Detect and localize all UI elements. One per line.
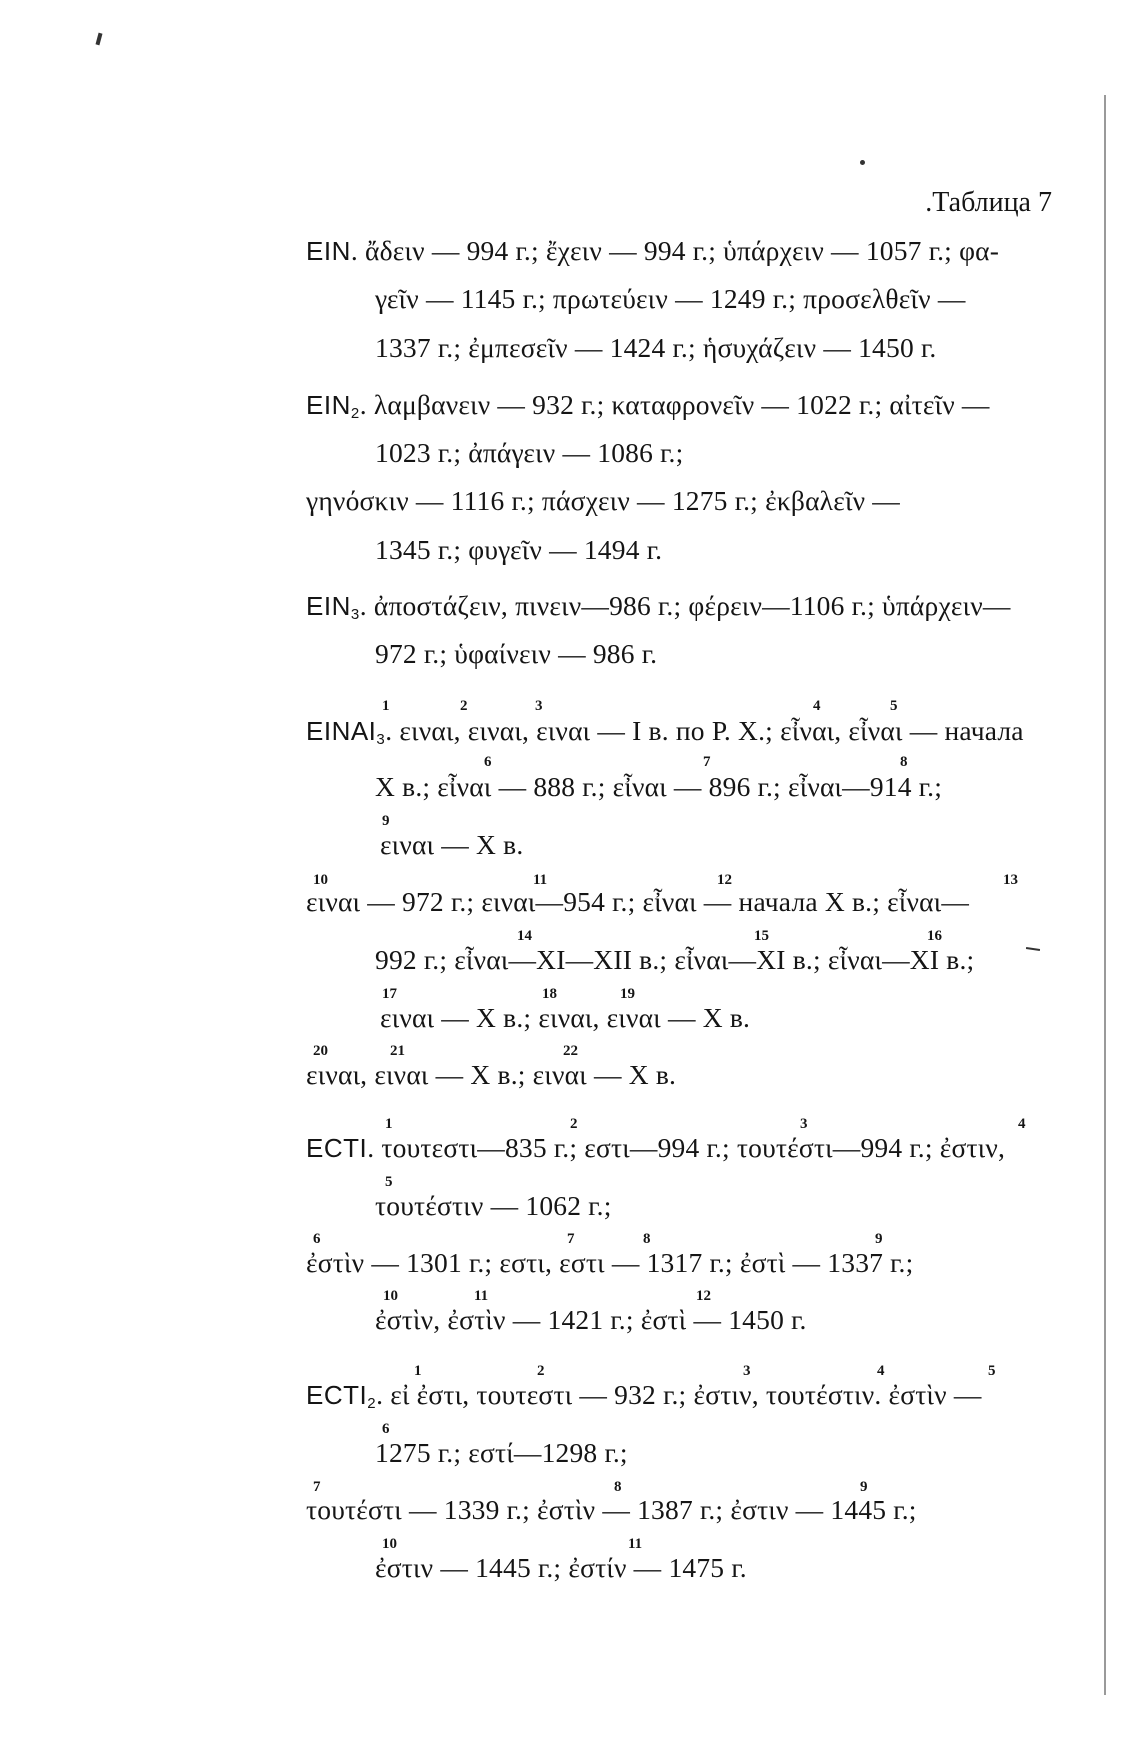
superscript-number: 3 — [800, 1116, 808, 1132]
book-page: Таблица 7. EIN. ἄδειν — 994 г.; ἔχειν — 994 г.; ὑπάρχειν — 1057 г.; φα- γεῖν — 1145 г.; πρωτεύειν — 1249 г.; προσελθεῖν — 1337 г.; ἐμπεσεῖν — 1424 г.; ἡσυχάζειν — 1450 г. $EIN_2$. λαμβανειν — 932 г.; καταφρονεῖν — 1022 г.; αἰτεῖν — 1023 г.; ἀπάγειν — 1086 г.; γηνόσκιν — 1116 г.; πάσχειν — 1275 г.; ἐκβαλεῖν — 1345 г.; φυγεῖν — 1494 г. $EIN_3$. ἀποστάζειν, πινειν—986 г.; φέρειν—1106 г.; ὑπάρχειν— 972 г.; ὑφαίνειν — 986 г. 1 2 3 4 5 $EINAI_3$. ειναι, ειναι, ειναι — I в. по Р. Х.; εἶναι, εἶναι — начала 6 7 8 X в.; εἶναι — 888 г.; εἶναι — 896 г.; εἶναι—914 г.; 9 ειναι — X в. 10 11 12 13 ειναι — 972 г.; ειναι—954 г.; εἶναι — начала X в.; εἶναι— 14 15 16 992 г.; εἶναι—XI—XII в.; εἶναι—XI в.; εἶναι—XI в.; 17 18 19 ειναι — X в.; ειναι, ειναι — X в. 20 21 22 ειναι, ειναι — X в.; ειναι — X в. 1 2 3 4 ECTI. τουτεστι—835 г.; εστι—994 г.; τουτέστι—994 г.; ἐστιν, 5 τουτέστιν — 1062 г.; 6 7 8 9 ἐστὶν — 1301 г.; εστι, εστι — 1317 г.; ἐστὶ — 1337 г.; 10 11 12 ἐστὶν, ἐστὶν — 1421 г.; ἐστὶ — 1450 г. 1 2 3 4 5 $ECTI_2$. εἰ ἐστι, τουτεστι — 932 г.; ἐστιν, τουτέστιν. ἐστὶν — 6 1275 г.; εστί—1298 г.; 7 8 9 τουτέστι — 1339 г.; ἐστὶν — 1387 г.; ἐστιν — 1445 г.; 10 11 ἐστιν — 1445 г.; ἐστίν — 1475 г. — [0, 0, 1140, 1763]
superscript-number: 11 — [533, 872, 548, 888]
superscript-number: 5 — [890, 698, 898, 714]
entry-line: ἐστὶν — 1301 г.; εστι, εστι — 1317 г.; ἐστὶ — 1337 г.; — [306, 1247, 914, 1278]
superscript-number: 7 — [703, 754, 711, 770]
entry-label: $ECTI_2$ — [306, 1380, 377, 1412]
entry-label: $EIN_2$ — [306, 390, 360, 422]
scan-speck — [860, 160, 865, 165]
superscript-number: 19 — [620, 986, 635, 1002]
entry-line: 1275 г.; εστί—1298 г.; — [375, 1437, 628, 1468]
superscript-number: 10 — [382, 1536, 397, 1552]
entry-line: ἐστιν — 1445 г.; ἐστίν — 1475 г. — [375, 1552, 747, 1583]
superscript-number: 21 — [390, 1043, 405, 1059]
superscript-number: 1 — [382, 698, 390, 714]
entry-text: . ἀποστάζειν, πινειν—986 г.; φέρειν—1106 г.; ὑπάρχειν— — [359, 590, 1011, 621]
entry-line: 1345 г.; φυγεῖν — 1494 г. — [375, 534, 663, 565]
superscript-number: 8 — [900, 754, 908, 770]
superscript-number: 16 — [927, 928, 942, 944]
superscript-number: 6 — [484, 754, 492, 770]
superscript-number: 2 — [460, 698, 468, 714]
entry-label-subscript: 2 — [350, 405, 360, 422]
superscript-number: 13 — [1003, 872, 1018, 888]
entry-label: $EINAI_3$ — [306, 716, 386, 748]
superscript-number: 9 — [382, 813, 390, 829]
superscript-number: 8 — [614, 1479, 622, 1495]
superscript-number: 20 — [313, 1043, 328, 1059]
superscript-number: 17 — [382, 986, 397, 1002]
superscript-number: 4 — [877, 1363, 885, 1379]
entry-line: ἐστὶν, ἐστὶν — 1421 г.; ἐστὶ — 1450 г. — [375, 1304, 807, 1335]
entry-line: ειναι — X в. — [380, 829, 524, 860]
scan-speck — [1026, 947, 1040, 951]
entry-line: X в.; εἶναι — 888 г.; εἶναι — 896 г.; εἶναι—914 г.; — [375, 771, 943, 802]
superscript-number: 7 — [313, 1479, 321, 1495]
superscript-number: 4 — [1018, 1116, 1026, 1132]
superscript-number: 15 — [754, 928, 769, 944]
superscript-number: 12 — [696, 1288, 711, 1304]
entry-line: ειναι — X в.; ειναι, ειναι — X в. — [380, 1002, 751, 1033]
entry-line: τουτέστι — 1339 г.; ἐστὶν — 1387 г.; ἐστιν — 1445 г.; — [306, 1494, 917, 1525]
superscript-number: 3 — [535, 698, 543, 714]
superscript-number: 12 — [717, 872, 732, 888]
entry-line: 1337 г.; ἐμπεσεῖν — 1424 г.; ἡσυχάζειν — 1450 г. — [375, 332, 937, 363]
superscript-number: 22 — [563, 1043, 578, 1059]
entry-line: 972 г.; ὑφαίνειν — 986 г. — [375, 638, 658, 669]
entry-line — [306, 1132, 1005, 1164]
entry-label: ECTI — [306, 1133, 368, 1163]
superscript-number: 4 — [813, 698, 821, 714]
entry-line: τουτέστιν — 1062 г.; — [375, 1190, 612, 1221]
entry-text: . λαμβανειν — 932 г.; καταφρονεῖν — 1022 г.; αἰτεῖν — — [359, 389, 990, 420]
superscript-number: 2 — [537, 1363, 545, 1379]
superscript-number: 1 — [385, 1116, 393, 1132]
entry-label-subscript: 3 — [376, 731, 386, 748]
entry-text: . εἰ ἐστι, τουτεστι — 932 г.; ἐστιν, τουτέστιν. ἐστὶν — — [376, 1379, 982, 1410]
superscript-number: 18 — [542, 986, 557, 1002]
entry-label-subscript: 3 — [350, 606, 360, 623]
superscript-number: 5 — [988, 1363, 996, 1379]
page-edge-line — [1104, 95, 1106, 1695]
entry-label-subscript: 2 — [367, 1395, 377, 1412]
superscript-number: 7 — [567, 1231, 575, 1247]
superscript-number: 10 — [313, 872, 328, 888]
superscript-number: 9 — [875, 1231, 883, 1247]
entry-line: ειναι — 972 г.; ειναι—954 г.; εἶναι — начала X в.; εἶναι— — [306, 886, 970, 917]
superscript-number: 11 — [628, 1536, 643, 1552]
entry-line: γεῖν — 1145 г.; πρωτεύειν — 1249 г.; προσελθεῖν — — [375, 283, 966, 314]
superscript-number: 10 — [383, 1288, 398, 1304]
entry-line — [306, 235, 999, 267]
entry-label: $EIN_3$ — [306, 591, 360, 623]
entry-line: ειναι, ειναι — X в.; ειναι — X в. — [306, 1059, 677, 1090]
entry-line: γηνόσκιν — 1116 г.; πάσχειν — 1275 г.; ἐκβαλεῖν — — [306, 485, 900, 516]
superscript-number: 6 — [382, 1421, 390, 1437]
scan-speck — [96, 33, 103, 46]
entry-label: EIN — [306, 236, 351, 266]
superscript-number: 5 — [385, 1174, 393, 1190]
superscript-number: 1 — [414, 1363, 422, 1379]
superscript-number: 9 — [860, 1479, 868, 1495]
entry-line: 992 г.; εἶναι—XI—XII в.; εἶναι—XI в.; εἶναι—XI в.; — [375, 944, 975, 975]
entry-line — [306, 389, 990, 422]
superscript-number: 3 — [743, 1363, 751, 1379]
entry-text: . ειναι, ειναι, ειναι — I в. по Р. Х.; εἶναι, εἶναι — начала — [385, 715, 1024, 746]
entry-line: 1023 г.; ἀπάγειν — 1086 г.; — [375, 437, 684, 468]
superscript-number: 14 — [517, 928, 532, 944]
entry-line — [306, 715, 1024, 748]
entry-line — [306, 590, 1011, 623]
entry-line — [306, 1379, 982, 1412]
superscript-number: 2 — [570, 1116, 578, 1132]
entry-text: . τουτεστι—835 г.; εστι—994 г.; τουτέστι—994 г.; ἐστιν, — [367, 1132, 1006, 1163]
superscript-number: 6 — [313, 1231, 321, 1247]
superscript-number: 8 — [643, 1231, 651, 1247]
entry-text: . ἄδειν — 994 г.; ἔχειν — 994 г.; ὑπάρχειν — 1057 г.; φα- — [350, 235, 1000, 266]
superscript-number: 11 — [474, 1288, 489, 1304]
